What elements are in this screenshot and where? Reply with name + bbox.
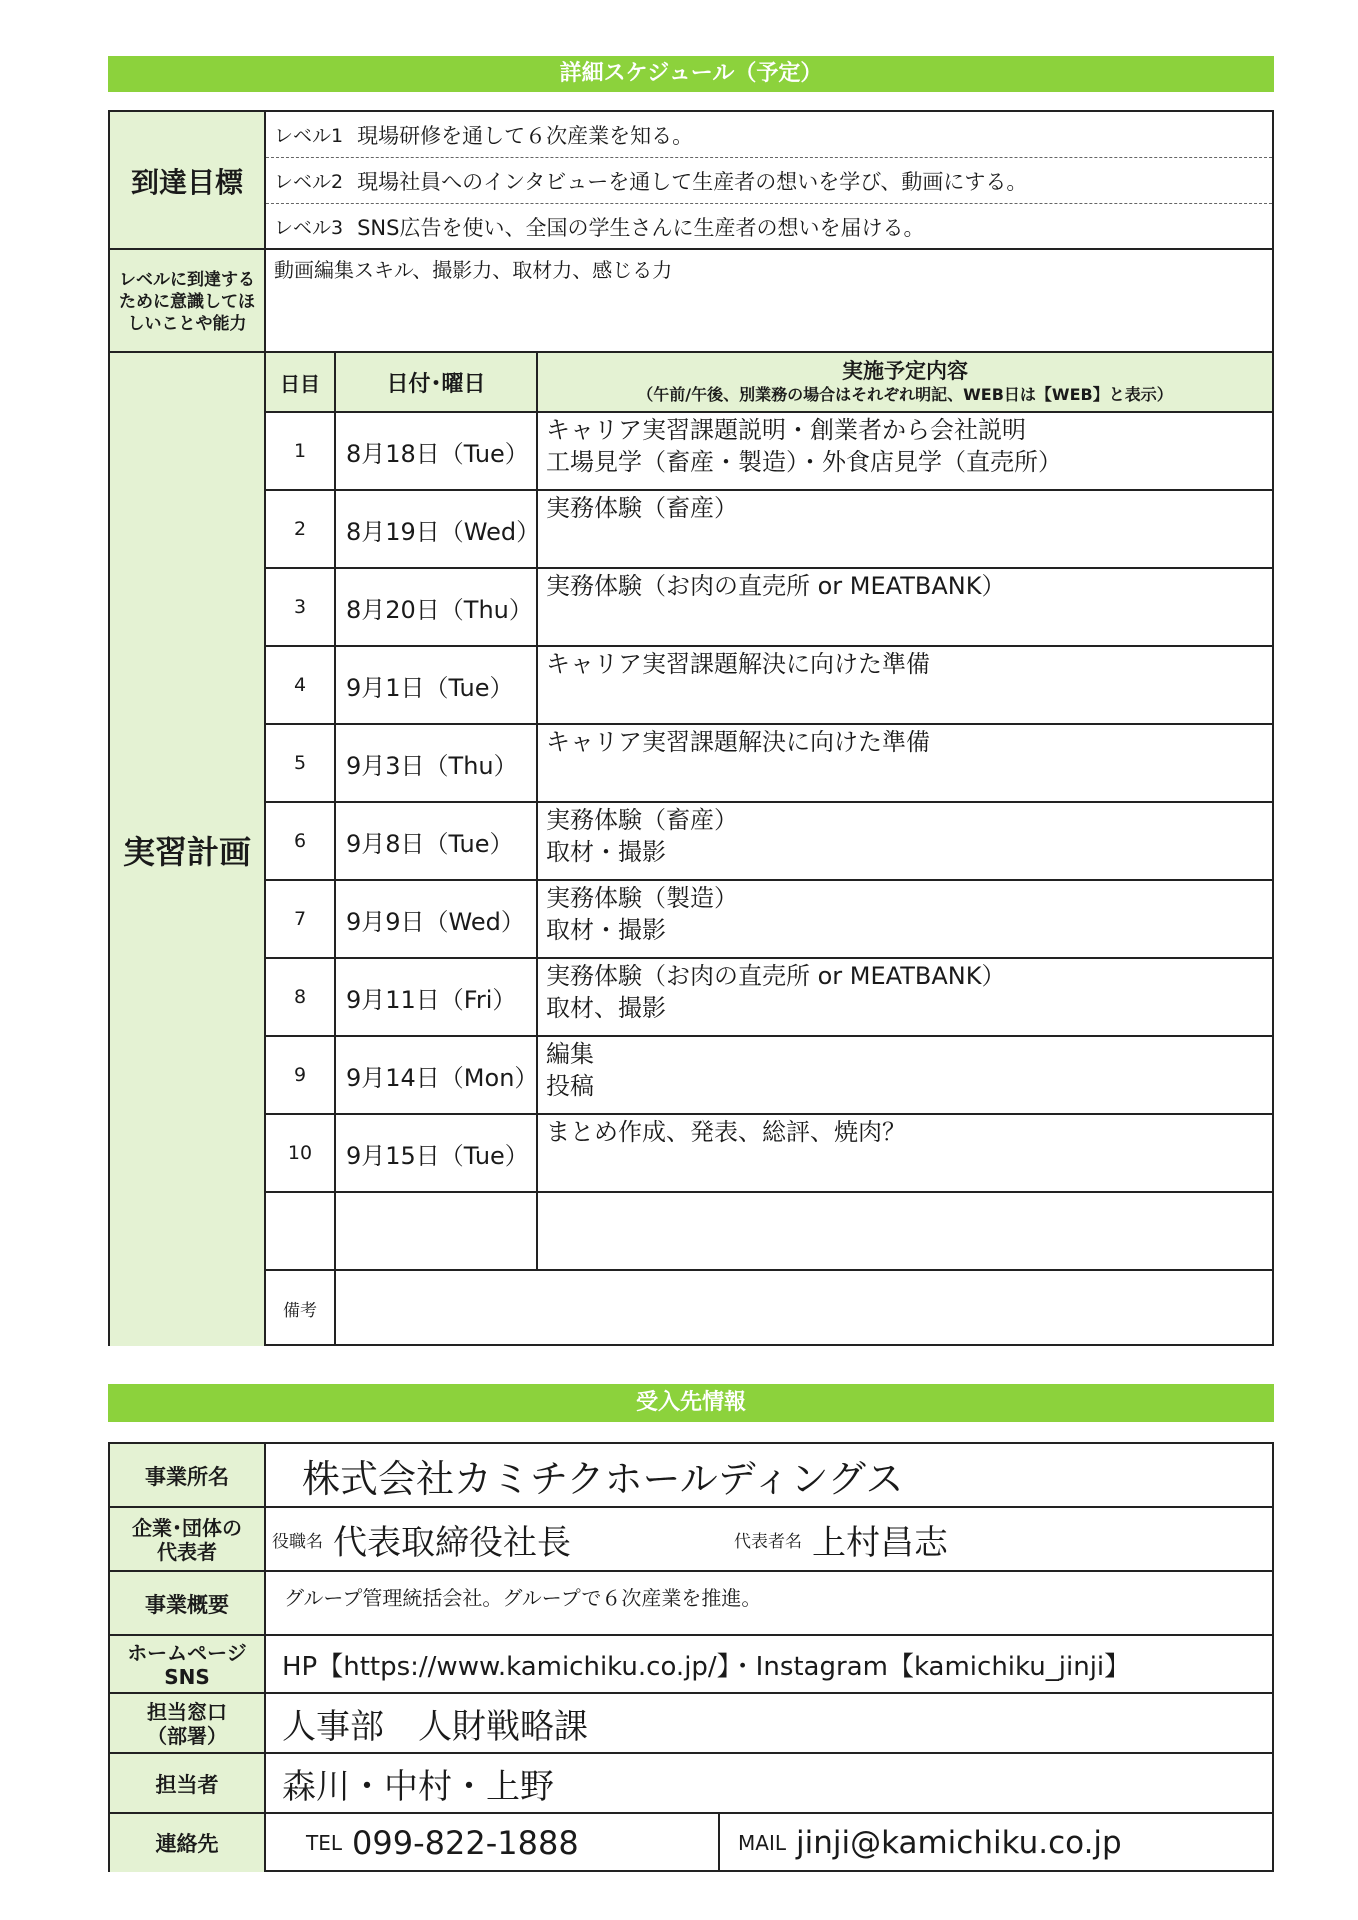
row-8-date: 9月11日（Fri） <box>346 985 517 1014</box>
summary-label: 事業概要 <box>110 1572 266 1636</box>
representative-label: 企業･団体の 代表者 <box>110 1508 266 1572</box>
department-label: 担当窓口 （部署） <box>110 1694 266 1754</box>
row-8-day: 8 <box>293 986 307 1008</box>
host-section-header: 受入先情報 <box>108 1384 1274 1422</box>
row-7-content: 実務体験（製造） 取材・撮影 <box>546 884 738 944</box>
host-table <box>108 1442 1274 1872</box>
remarks-label: 備考 <box>283 1301 317 1321</box>
company-label: 事業所名 <box>110 1444 266 1508</box>
row-1-date: 8月18日（Tue） <box>346 439 529 468</box>
row-5-date: 9月3日（Thu） <box>346 751 518 780</box>
row-9-day: 9 <box>293 1064 307 1086</box>
mail-row[interactable]: MAIL jinji@kamichiku.co.jp <box>738 1825 1122 1861</box>
department-value: 人事部 人財戦略課 <box>282 1706 588 1747</box>
row-5-day: 5 <box>293 752 307 774</box>
company-name: 株式会社カミチクホールディングス <box>302 1456 904 1501</box>
web-label: ホームページ SNS <box>110 1636 266 1694</box>
skills-label: レベルに到達するために意識してほしいことや能力 <box>110 250 266 353</box>
row-4-content: キャリア実習課題解決に向けた準備 <box>546 650 930 678</box>
row-8-content: 実務体験（お肉の直売所 or MEATBANK） 取材、撮影 <box>546 962 1006 1022</box>
contact-label: 連絡先 <box>110 1814 266 1872</box>
row-7-date: 9月9日（Wed） <box>346 907 525 936</box>
schedule-section-header: 詳細スケジュール（予定） <box>108 56 1274 92</box>
row-9-date: 9月14日（Mon） <box>346 1063 539 1092</box>
col-date-header: 日付･曜日 <box>336 353 538 411</box>
row-10-day: 10 <box>287 1142 313 1164</box>
row-2-content: 実務体験（畜産） <box>546 494 738 522</box>
row-3-content: 実務体験（お肉の直売所 or MEATBANK） <box>546 572 1006 600</box>
row-1-content: キャリア実習課題説明・創業者から会社説明 工場見学（畜産・製造）・外食店見学（直売所） <box>546 416 1062 476</box>
row-2-day: 2 <box>293 518 307 540</box>
schedule-table <box>108 110 1274 1346</box>
skills-text: 動画編集スキル、撮影力、取材力、感じる力 <box>274 258 673 282</box>
person-label: 担当者 <box>110 1754 266 1814</box>
website-sns[interactable]: HP【https://www.kamichiku.co.jp/】・Instagram【kamichiku_jinji】 <box>282 1651 1131 1682</box>
row-10-date: 9月15日（Tue） <box>346 1141 529 1170</box>
row-7-day: 7 <box>293 908 307 930</box>
row-10-content: まとめ作成、発表、総評、焼肉？ <box>546 1118 906 1146</box>
row-4-date: 9月1日（Tue） <box>346 673 514 702</box>
business-summary: グループ管理統括会社。グループで６次産業を推進。 <box>284 1586 762 1610</box>
representative-row: 役職名 代表取締役社長 <box>272 1522 571 1563</box>
col-day-header: 日目 <box>266 353 336 411</box>
representative-name-row: 代表者名 上村昌志 <box>734 1522 948 1563</box>
goal-level-3: レベル3 SNS広告を使い、全国の学生さんに生産者の想いを届ける。 <box>274 215 925 240</box>
row-4-day: 4 <box>293 674 307 696</box>
row-6-day: 6 <box>293 830 307 852</box>
row-9-content: 編集 投稿 <box>546 1040 594 1100</box>
tel-row[interactable]: TEL 099-822-1888 <box>306 1824 579 1862</box>
person-value: 森川・中村・上野 <box>282 1766 554 1807</box>
row-6-date: 9月8日（Tue） <box>346 829 514 858</box>
row-3-day: 3 <box>293 596 307 618</box>
goals-label: 到達目標 <box>110 112 266 250</box>
row-6-content: 実務体験（畜産） 取材・撮影 <box>546 806 738 866</box>
col-content-header: 実施予定内容 （午前/午後、別業務の場合はそれぞれ明記、WEB日は【WEB】と表示） <box>538 353 1272 411</box>
row-3-date: 8月20日（Thu） <box>346 595 533 624</box>
row-2-date: 8月19日（Wed） <box>346 517 541 546</box>
goal-level-2: レベル2 現場社員へのインタビューを通して生産者の想いを学び、動画にする。 <box>274 169 1028 194</box>
row-1-day: 1 <box>293 440 307 462</box>
plan-label: 実習計画 <box>110 353 266 1346</box>
goal-level-1: レベル1 現場研修を通して６次産業を知る。 <box>274 123 694 148</box>
row-5-content: キャリア実習課題解決に向けた準備 <box>546 728 930 756</box>
